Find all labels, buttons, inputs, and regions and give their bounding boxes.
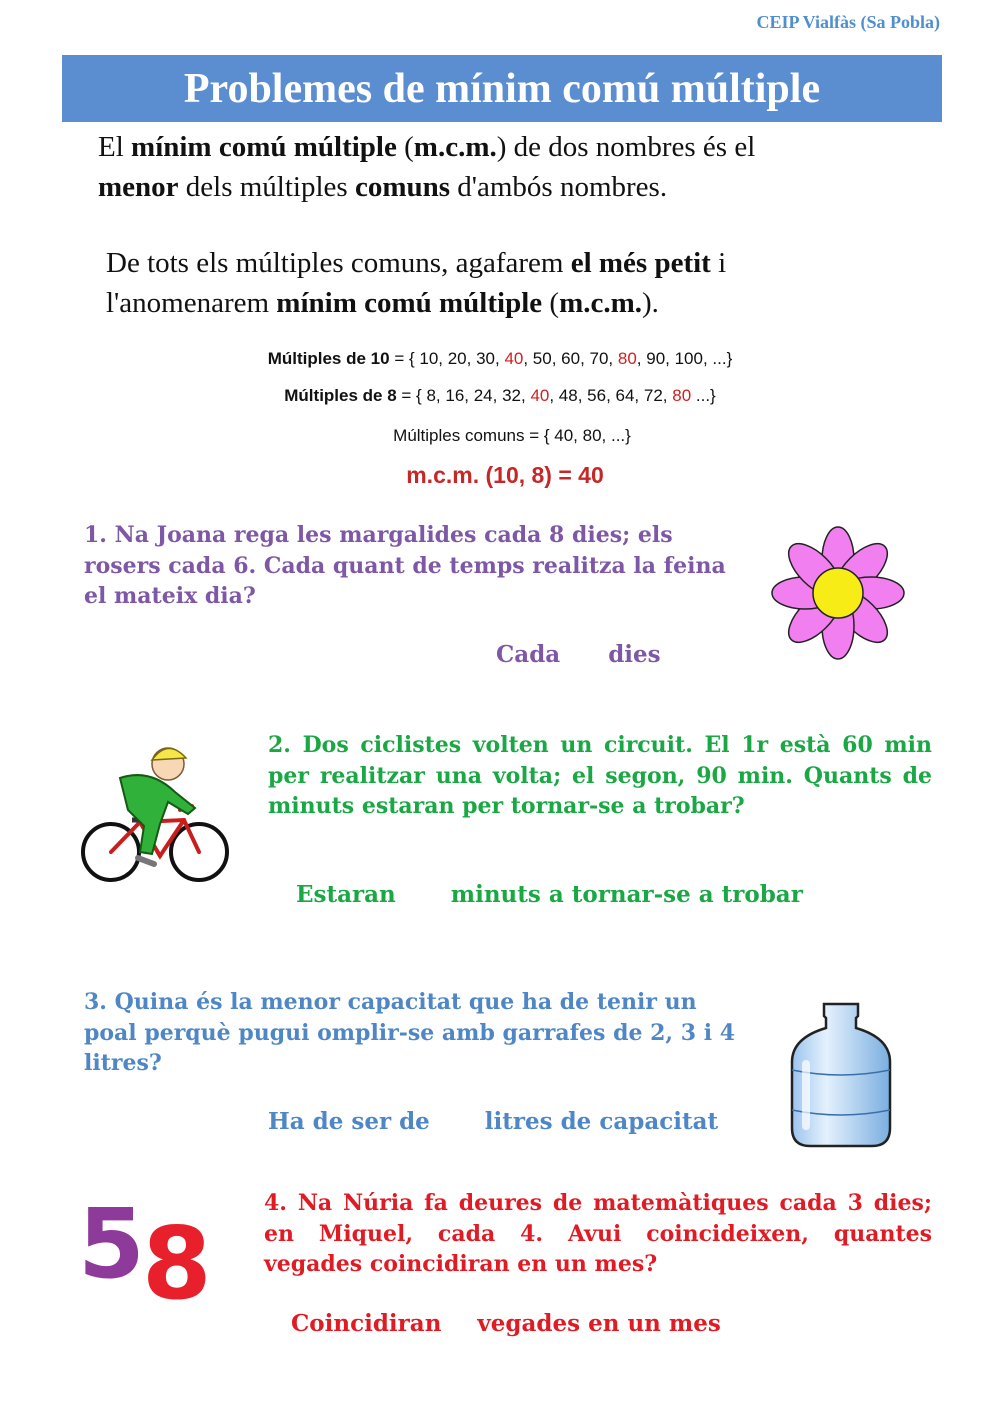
problem-2 (268, 730, 932, 822)
intro-text: dels múltiples (178, 171, 355, 203)
common-multiple: 80 (617, 349, 637, 368)
answer-prefix: Cada (496, 641, 561, 668)
intro-bold: mínim comú múltiple (276, 287, 543, 319)
multiples-values: , 50, 60, 70, (523, 349, 618, 368)
intro-bold: menor (98, 171, 179, 203)
mcm-result: m.c.m. (10, 8) = 40 (406, 462, 604, 488)
intro-text: ) de dos nombres és el (496, 131, 756, 163)
intro-text: i (710, 247, 727, 279)
common-multiple: 80 (672, 386, 692, 405)
answer-4 (291, 1310, 721, 1337)
intro-text: ( (396, 131, 414, 163)
intro-bold: m.c.m. (413, 131, 497, 163)
problem-number: 1. (84, 522, 107, 548)
answer-suffix: dies (608, 641, 661, 668)
school-name: CEIP Vialfàs (Sa Pobla) (756, 12, 940, 32)
answer-prefix: Ha de ser de (268, 1108, 430, 1135)
intro-bold: el més petit (570, 247, 711, 279)
intro-text: ). (642, 287, 659, 319)
digit-five: 5 (78, 1188, 145, 1300)
intro-bold: comuns (354, 171, 451, 203)
multiples-of-10 (0, 349, 1000, 369)
intro-definition (98, 127, 958, 207)
cyclist-icon (80, 740, 232, 888)
multiples-values: ...} (691, 386, 716, 405)
problem-text: Na Joana rega les margalides cada 8 dies; els rosers cada 6. Cada quant de temps realitza la feina el mateix dia? (84, 522, 726, 609)
multiples-label: Múltiples de 8 (284, 386, 397, 405)
intro-text: ( (542, 287, 560, 319)
intro-text: l'anomenarem (106, 287, 277, 319)
answer-prefix: Estaran (296, 881, 396, 908)
answer-prefix: Coincidiran (291, 1310, 442, 1337)
intro-text: d'ambós nombres. (450, 171, 668, 203)
problem-text: Dos ciclistes volten un circuit. El 1r està 60 min per realitzar una volta; el segon, 90 min. Quants de minuts estaran per tornar-se a trobar? (268, 732, 932, 819)
answer-1 (496, 641, 661, 668)
intro-bold: m.c.m. (559, 287, 642, 319)
multiples-values: = { 10, 20, 30, (389, 349, 505, 368)
water-jug-icon (786, 1000, 896, 1150)
answer-suffix: vegades en un mes (477, 1310, 721, 1337)
answer-suffix: litres de capacitat (484, 1108, 719, 1135)
problem-number: 2. (268, 732, 291, 758)
answer-2 (296, 881, 803, 908)
intro-explanation (106, 243, 966, 323)
intro-bold: mínim comú múltiple (131, 131, 397, 163)
answer-suffix: minuts a tornar-se a trobar (450, 881, 803, 908)
intro-text: El (98, 131, 132, 163)
problem-number: 3. (84, 989, 107, 1015)
problem-3 (84, 987, 744, 1079)
problem-1 (84, 520, 744, 612)
problem-number: 4. (264, 1190, 287, 1216)
multiples-values: = { 8, 16, 24, 32, (396, 386, 531, 405)
common-multiples: Múltiples comuns = { 40, 80, ...} (393, 426, 631, 445)
common-multiple: 40 (504, 349, 524, 368)
numbers-icon (78, 1188, 238, 1322)
multiples-values: , 90, 100, ...} (636, 349, 733, 368)
problem-4 (264, 1188, 932, 1280)
page-title: Problemes de mínim comú múltiple (183, 65, 821, 112)
problem-text: Quina és la menor capacitat que ha de tenir un poal perquè pugui omplir-se amb garrafes de 2, 3 i 4 litres? (84, 989, 736, 1076)
digit-eight: 8 (142, 1205, 212, 1322)
title-banner (62, 55, 942, 122)
intro-text: De tots els múltiples comuns, agafarem (106, 247, 571, 279)
flower-icon (768, 525, 908, 665)
multiples-of-8 (0, 386, 1000, 406)
multiples-values: , 48, 56, 64, 72, (549, 386, 673, 405)
common-multiple: 40 (530, 386, 550, 405)
answer-3 (268, 1108, 718, 1135)
multiples-label: Múltiples de 10 (267, 349, 390, 368)
problem-text: Na Núria fa deures de matemàtiques cada 3 dies; en Miquel, cada 4. Avui coincideixen, quantes vegades coincidiran en un mes? (264, 1190, 932, 1277)
